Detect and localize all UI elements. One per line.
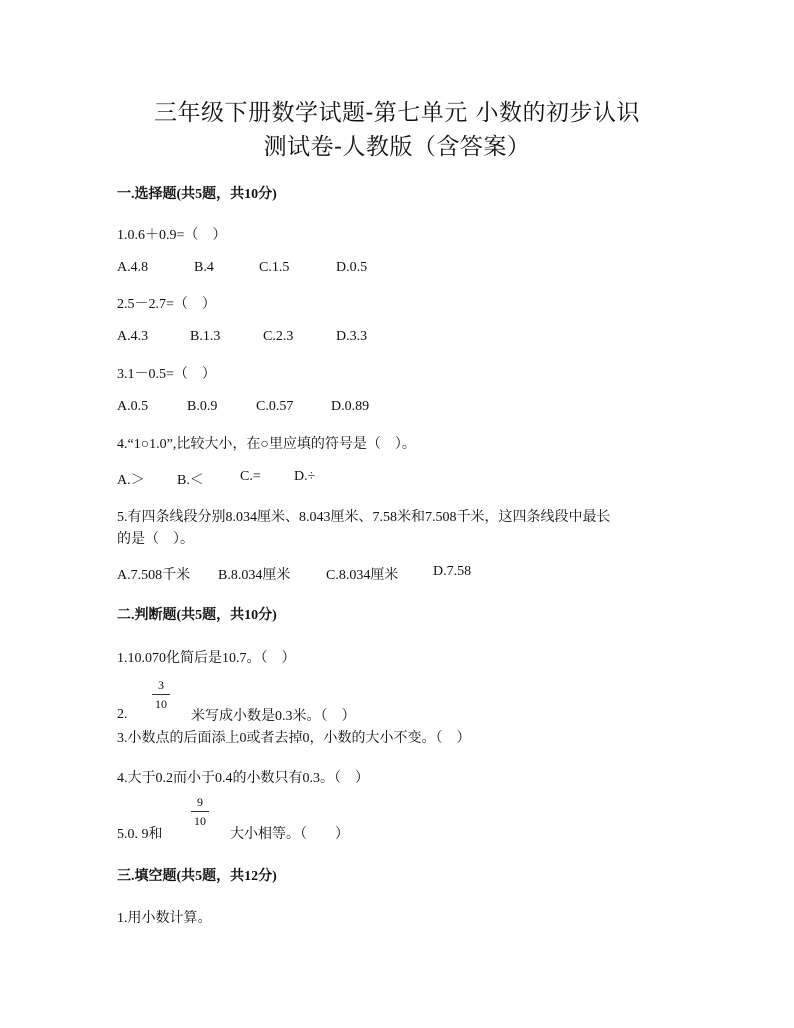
judge-q5-fraction [191, 795, 209, 828]
choice-q1-opt-b: B.4 [194, 260, 214, 275]
choice-q3-opt-d: D.0.89 [331, 399, 370, 414]
choice-q1-opt-c: C.1.5 [259, 260, 290, 275]
doc-title-line1: 三年级下册数学试题-第七单元 小数的初步认识 [153, 100, 641, 126]
choice-q3-opt-a: A.0.5 [117, 399, 149, 414]
choice-q5-opt-d: D.7.58 [433, 564, 472, 579]
fraction-bar [152, 694, 170, 695]
judge-q5-fraction-numerator: 9 [197, 795, 203, 809]
fraction-bar [191, 811, 209, 812]
section-choice-heading: 一.选择题(共5题，共10分) [117, 187, 277, 202]
choice-q5-opt-b: B.8.034厘米 [218, 568, 291, 583]
choice-q2-opt-d: D.3.3 [336, 329, 368, 344]
choice-q2-stem: 2.5－2.7=（ ） [117, 297, 216, 312]
choice-q4-opt-a: A.＞ [117, 473, 145, 488]
choice-q5-opt-c: C.8.034厘米 [326, 568, 399, 583]
choice-q1-opt-d: D.0.5 [336, 260, 368, 275]
choice-q5-opt-a: A.7.508千米 [117, 568, 191, 583]
section-judge-heading: 二.判断题(共5题，共10分) [117, 608, 277, 623]
choice-q4-opt-c: C.= [240, 469, 261, 484]
judge-q2-fraction [152, 678, 170, 711]
choice-q5-stem-line2: 的是（ ）。 [117, 532, 194, 547]
choice-q4-opt-b: B.＜ [177, 473, 204, 488]
choice-q2-opt-c: C.2.3 [263, 329, 294, 344]
judge-q5-suffix: 大小相等。（ ） [230, 827, 349, 842]
choice-q1-stem: 1.0.6＋0.9=（ ） [117, 228, 227, 243]
judge-q1: 1.10.070化简后是10.7。（ ） [117, 651, 296, 666]
choice-q1-opt-a: A.4.8 [117, 260, 149, 275]
judge-q2-fraction-numerator: 3 [158, 678, 164, 692]
section-fill-heading: 三.填空题(共5题，共12分) [117, 869, 277, 884]
choice-q4-stem: 4.“1○1.0”,比较大小，在○里应填的符号是（ ）。 [117, 437, 416, 452]
judge-q5-prefix: 5.0. 9和 [117, 827, 163, 842]
judge-q2-prefix: 2. [117, 707, 128, 722]
choice-q3-opt-b: B.0.9 [187, 399, 218, 414]
judge-q5-fraction-denominator: 10 [194, 814, 206, 828]
judge-q2-fraction-denominator: 10 [155, 697, 167, 711]
choice-q4-opt-d: D.÷ [294, 469, 316, 484]
choice-q2-opt-b: B.1.3 [190, 329, 221, 344]
fill-q1: 1.用小数计算。 [117, 911, 212, 926]
choice-q2-opt-a: A.4.3 [117, 329, 149, 344]
choice-q5-stem-line1: 5.有四条线段分别8.034厘米、8.043厘米、7.58米和7.508千米，这四条线段中最长 [117, 510, 611, 525]
judge-q4: 4.大于0.2而小于0.4的小数只有0.3。（ ） [117, 771, 369, 786]
judge-q3: 3.小数点的后面添上0或者去掉0，小数的大小不变。（ ） [117, 731, 471, 746]
judge-q2-suffix: 米写成小数是0.3米。（ ） [191, 709, 356, 724]
choice-q3-stem: 3.1－0.5=（ ） [117, 367, 216, 382]
choice-q3-opt-c: C.0.57 [256, 399, 294, 414]
doc-title-line2: 测试卷-人教版（含答案） [263, 134, 531, 160]
